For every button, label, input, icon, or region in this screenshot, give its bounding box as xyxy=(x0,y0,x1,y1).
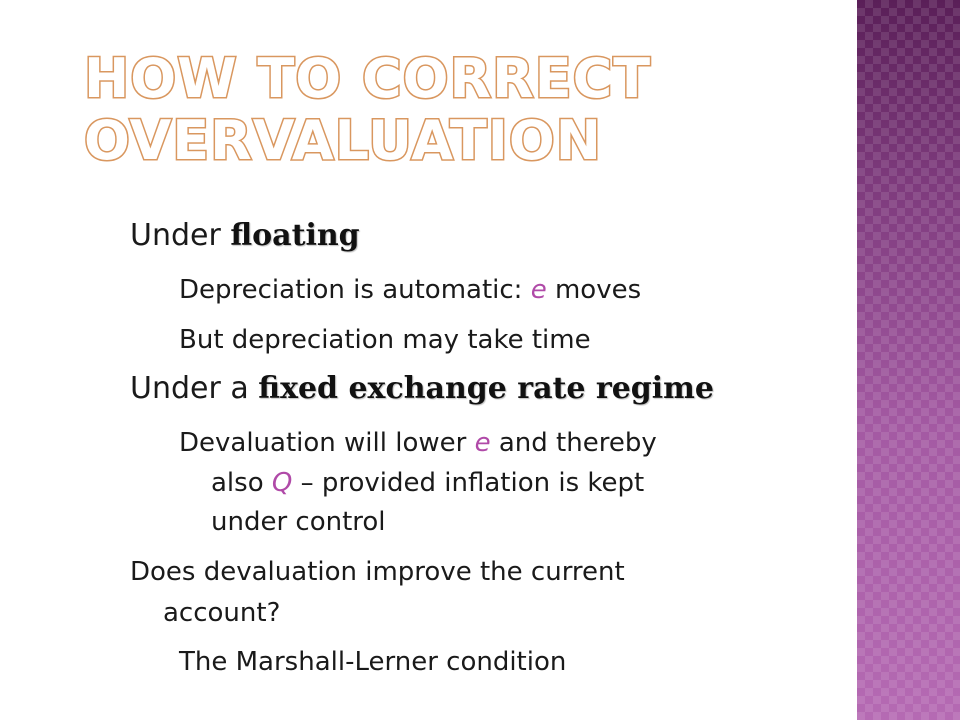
sub-bullet-devaluation-line-1 xyxy=(179,426,657,460)
slide-title-line-2: OVERVALUATION xyxy=(84,109,602,172)
slide-title xyxy=(84,48,651,172)
bullet-under-floating xyxy=(130,218,360,254)
decorative-side-band xyxy=(857,0,960,720)
bullet-text: But depreciation may take time xyxy=(179,325,591,355)
variable-e: e xyxy=(474,428,491,458)
bullet-text: Depreciation is automatic: xyxy=(179,275,531,305)
bullet-text: Under xyxy=(130,218,231,253)
sub-bullet-devaluation-line-2 xyxy=(211,466,644,500)
bullet-text: also xyxy=(211,468,272,498)
variable-e: e xyxy=(530,275,547,305)
bullet-fixed-regime xyxy=(130,371,714,407)
bullet-text: – provided inflation is kept xyxy=(292,468,645,498)
emphasis-fixed-regime: fixed exchange rate regime xyxy=(258,371,715,406)
bullet-text: moves xyxy=(546,275,642,305)
emphasis-floating: floating xyxy=(230,218,360,253)
bullet-text: Devaluation will lower xyxy=(179,428,475,458)
sub-bullet-devaluation-line-3: under control xyxy=(211,507,386,537)
bullet-current-account-line-1: Does devaluation improve the current xyxy=(130,557,625,587)
variable-q: Q xyxy=(271,468,293,498)
sub-bullet-marshall-lerner: The Marshall-Lerner condition xyxy=(179,647,567,677)
bullet-current-account-line-2: account? xyxy=(163,598,281,628)
sub-bullet-depreciation-automatic xyxy=(179,273,641,307)
sub-bullet-depreciation-time xyxy=(179,323,591,357)
bullet-text: and thereby xyxy=(490,428,657,458)
slide-title-line-1: HOW TO CORRECT xyxy=(84,47,652,110)
bullet-text: Under a xyxy=(130,371,259,406)
